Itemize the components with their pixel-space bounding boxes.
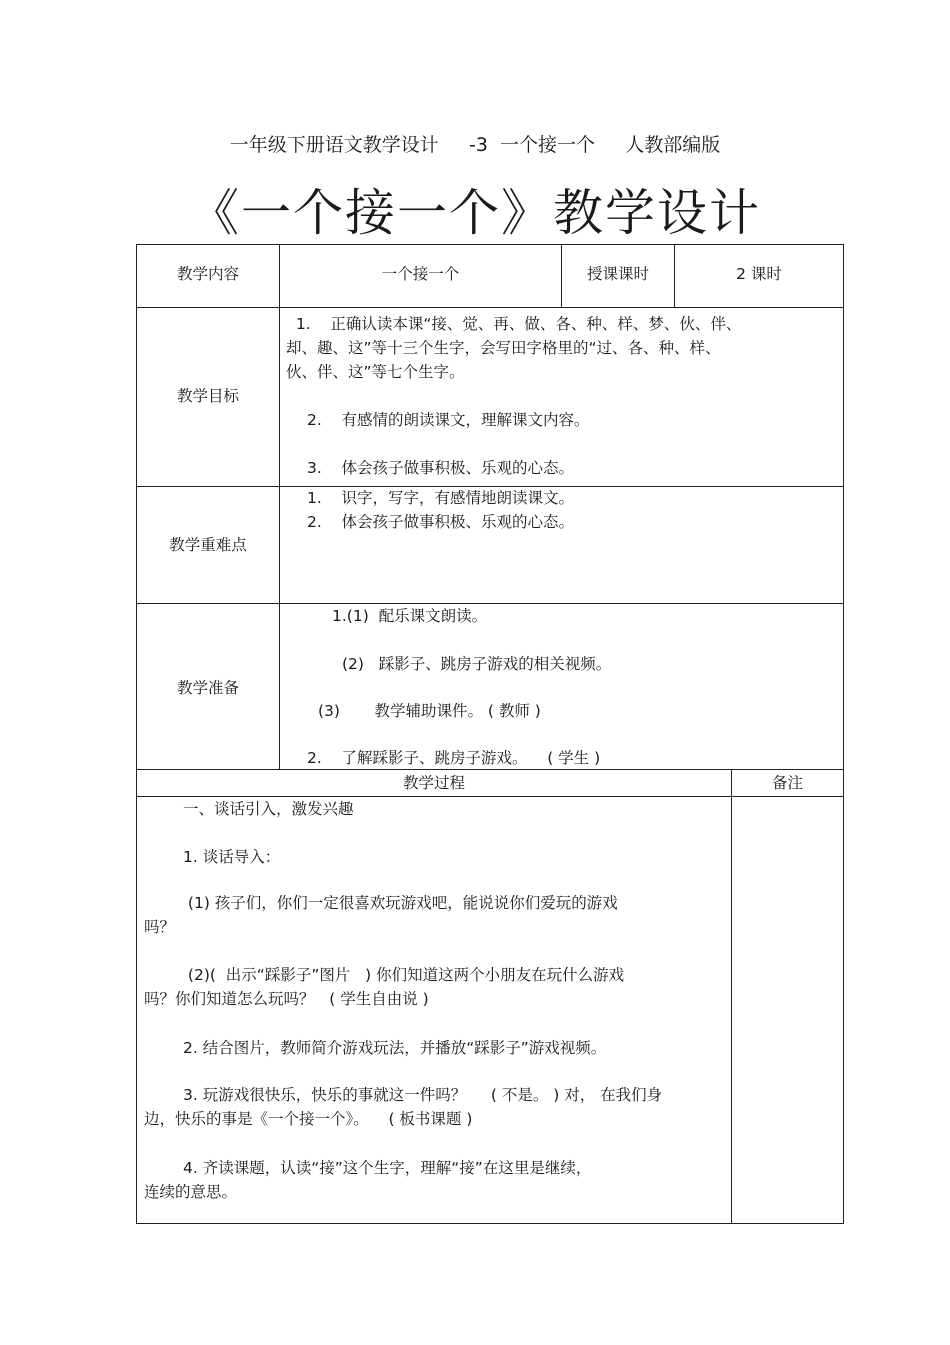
objective-line: 却、趣、这”等十三个生字，会写田字格里的“过、各、种、样、 — [286, 339, 721, 357]
document-title: 《一个接一个》教学设计 — [189, 184, 761, 242]
objective-line: 伙、伴、这”等七个生字。 — [286, 363, 465, 381]
process-line: (2)( 出示“踩影子”图片 ) 你们知道这两个小朋友在玩什么游戏 — [183, 966, 625, 984]
cell-label-content: 教学内容 — [176, 265, 239, 283]
preparation-line: 1.(1) 配乐课文朗读。 — [332, 607, 488, 625]
process-line: 4. 齐读课题，认读“接”这个生字，理解“接”在这里是继续， — [183, 1159, 592, 1177]
process-line: 边，快乐的事是《一个接一个》。 ( 板书课题 ) — [144, 1110, 473, 1128]
process-line: 吗？你们知道怎么玩吗？ ( 学生自由说 ) — [144, 990, 429, 1008]
objective-line: 3. 体会孩子做事积极、乐观的心态。 — [307, 459, 574, 477]
table-border-bottom — [136, 1223, 844, 1224]
process-header: 教学过程 — [402, 774, 465, 792]
cell-label-objectives: 教学目标 — [176, 387, 239, 405]
notes-header: 备注 — [771, 774, 803, 792]
document-subtitle: 一年级下册语文教学设计 -3 一个接一个 人教部编版 — [229, 134, 721, 156]
objective-line: 2. 有感情的朗读课文，理解课文内容。 — [307, 411, 590, 429]
process-line: 一、谈话引入，激发兴趣 — [183, 800, 354, 818]
process-line: 连续的意思。 — [144, 1183, 238, 1201]
process-line: 3. 玩游戏很快乐，快乐的事就这一件吗？ ( 不是。 ) 对， 在我们身 — [183, 1086, 663, 1104]
preparation-line: 2. 了解踩影子、跳房子游戏。 ( 学生 ) — [307, 749, 601, 767]
process-line: (1) 孩子们，你们一定很喜欢玩游戏吧，能说说你们爱玩的游戏 — [183, 894, 618, 912]
cell-label-preparation: 教学准备 — [176, 679, 239, 697]
objective-line: 1. 正确认读本课“接、觉、再、做、各、种、样、梦、伙、伴、 — [286, 315, 742, 333]
cell-label-hours: 授课课时 — [586, 265, 649, 283]
table-border-right — [843, 244, 844, 1224]
process-line: 吗？ — [144, 918, 176, 936]
row-divider — [136, 307, 844, 308]
key-point-line: 2. 体会孩子做事积极、乐观的心态。 — [307, 513, 574, 531]
preparation-line: (3) 教学辅助课件。 ( 教师 ) — [318, 702, 541, 720]
preparation-line: (2) 踩影子、跳房子游戏的相关视频。 — [342, 655, 612, 673]
row-divider — [136, 603, 844, 604]
cell-content-value: 一个接一个 — [381, 265, 460, 283]
cell-hours-value: 2 课时 — [736, 265, 782, 283]
table-border-top — [136, 244, 844, 245]
notes-column-divider — [731, 769, 732, 1224]
column-divider — [279, 244, 280, 770]
process-line: 1. 谈话导入： — [183, 848, 281, 866]
process-line: 2. 结合图片，教师简介游戏玩法，并播放“踩影子”游戏视频。 — [183, 1039, 607, 1057]
key-point-line: 1. 识字，写字，有感情地朗读课文。 — [307, 489, 574, 507]
cell-label-key-points: 教学重难点 — [169, 536, 247, 554]
